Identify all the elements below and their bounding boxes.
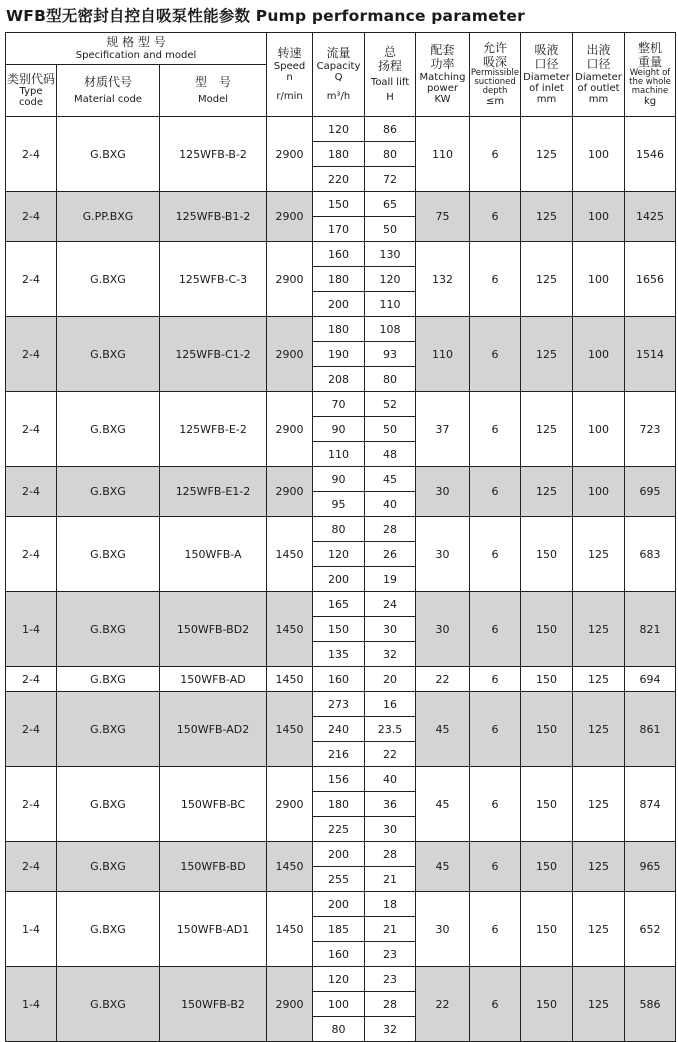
power-header-cn-2: 功率 xyxy=(430,57,455,71)
power-header-cn-1: 配套 xyxy=(430,43,455,58)
type-cell: 2-4 xyxy=(6,767,57,842)
head-cell: 80 xyxy=(365,142,416,167)
outlet-cell: 100 xyxy=(573,317,625,392)
speed-header-cn: 转速 xyxy=(277,46,302,61)
flow-cell: 240 xyxy=(313,717,365,742)
power-cell: 22 xyxy=(416,667,470,692)
suction-header-cn-2: 吸深 xyxy=(483,54,508,69)
flow-cell: 200 xyxy=(313,292,365,317)
outlet-cell: 125 xyxy=(573,767,625,842)
flow-cell: 190 xyxy=(313,342,365,367)
weight-cell: 861 xyxy=(625,692,676,767)
inlet-header-unit: mm xyxy=(536,93,557,105)
outlet-cell: 100 xyxy=(573,242,625,317)
outlet-cell: 100 xyxy=(573,192,625,242)
material-header-en: Material code xyxy=(74,93,142,105)
capacity-header-symbol: Q xyxy=(334,71,343,83)
head-cell: 23 xyxy=(365,942,416,967)
power-header xyxy=(416,33,470,117)
outlet-cell: 125 xyxy=(573,692,625,767)
table-row xyxy=(6,667,676,692)
speed-header-unit: r/min xyxy=(276,90,303,102)
weight-cell: 694 xyxy=(625,667,676,692)
outlet-cell: 125 xyxy=(573,592,625,667)
capacity-header xyxy=(313,33,365,117)
outlet-header-en-1: Diameter xyxy=(575,71,622,83)
inlet-header-en-2: of inlet xyxy=(529,82,564,94)
outlet-cell: 100 xyxy=(573,467,625,517)
speed-cell: 2900 xyxy=(267,392,313,467)
head-cell: 36 xyxy=(365,792,416,817)
flow-cell: 100 xyxy=(313,992,365,1017)
head-cell: 32 xyxy=(365,1017,416,1042)
table-row xyxy=(6,517,676,542)
head-cell: 40 xyxy=(365,767,416,792)
table-row xyxy=(6,767,676,792)
power-cell: 110 xyxy=(416,117,470,192)
speed-header-en: Speed xyxy=(273,60,306,72)
flow-cell: 80 xyxy=(313,1017,365,1042)
table-row xyxy=(6,842,676,867)
material-cell: G.BXG xyxy=(57,517,160,592)
type-cell: 2-4 xyxy=(6,842,57,892)
head-cell: 93 xyxy=(365,342,416,367)
flow-cell: 160 xyxy=(313,242,365,267)
head-cell: 18 xyxy=(365,892,416,917)
speed-header xyxy=(267,33,313,117)
model-cell: 125WFB-B1-2 xyxy=(160,192,267,242)
model-cell: 150WFB-A xyxy=(160,517,267,592)
head-cell: 52 xyxy=(365,392,416,417)
speed-cell: 1450 xyxy=(267,692,313,767)
speed-cell: 2900 xyxy=(267,467,313,517)
speed-cell: 2900 xyxy=(267,967,313,1042)
outlet-header xyxy=(573,33,625,117)
weight-header-en-1: Weight of xyxy=(629,68,671,79)
page-title: WFB型无密封自控自吸泵性能参数 Pump performance parameter xyxy=(6,7,525,25)
suction-header-en-1: Permissible xyxy=(470,68,520,79)
flow-cell: 80 xyxy=(313,517,365,542)
model-cell: 150WFB-BC xyxy=(160,767,267,842)
suction-cell: 6 xyxy=(470,192,521,242)
lift-header xyxy=(365,33,416,117)
model-cell: 150WFB-AD1 xyxy=(160,892,267,967)
weight-header-cn-1: 整机 xyxy=(638,40,663,55)
inlet-cell: 150 xyxy=(521,517,573,592)
table-row xyxy=(6,242,676,267)
flow-cell: 180 xyxy=(313,267,365,292)
flow-cell: 150 xyxy=(313,192,365,217)
inlet-header-en-1: Diameter xyxy=(523,71,570,83)
weight-cell: 874 xyxy=(625,767,676,842)
flow-cell: 90 xyxy=(313,417,365,442)
table-row xyxy=(6,467,676,492)
weight-cell: 695 xyxy=(625,467,676,517)
weight-cell: 683 xyxy=(625,517,676,592)
head-cell: 108 xyxy=(365,317,416,342)
head-cell: 65 xyxy=(365,192,416,217)
table-body xyxy=(6,117,676,1042)
type-cell: 2-4 xyxy=(6,517,57,592)
head-cell: 28 xyxy=(365,992,416,1017)
head-cell: 30 xyxy=(365,817,416,842)
model-cell: 125WFB-C-3 xyxy=(160,242,267,317)
inlet-cell: 125 xyxy=(521,117,573,192)
weight-cell: 1656 xyxy=(625,242,676,317)
flow-cell: 200 xyxy=(313,892,365,917)
flow-cell: 180 xyxy=(313,142,365,167)
power-cell: 30 xyxy=(416,892,470,967)
flow-cell: 180 xyxy=(313,792,365,817)
model-cell: 150WFB-AD xyxy=(160,667,267,692)
material-cell: G.BXG xyxy=(57,842,160,892)
suction-cell: 6 xyxy=(470,517,521,592)
weight-cell: 723 xyxy=(625,392,676,467)
weight-header-en-2: the whole xyxy=(629,77,671,88)
lift-header-cn-1: 总 xyxy=(384,44,397,59)
material-cell: G.BXG xyxy=(57,967,160,1042)
spec-header-cn: 规 格 型 号 xyxy=(106,35,166,50)
head-cell: 28 xyxy=(365,517,416,542)
flow-cell: 255 xyxy=(313,867,365,892)
table-row xyxy=(6,392,676,417)
material-cell: G.BXG xyxy=(57,242,160,317)
inlet-cell: 150 xyxy=(521,692,573,767)
suction-cell: 6 xyxy=(470,467,521,517)
power-cell: 37 xyxy=(416,392,470,467)
head-cell: 50 xyxy=(365,417,416,442)
outlet-cell: 125 xyxy=(573,667,625,692)
speed-cell: 1450 xyxy=(267,517,313,592)
speed-cell: 2900 xyxy=(267,767,313,842)
table-row xyxy=(6,192,676,217)
head-cell: 72 xyxy=(365,167,416,192)
flow-cell: 110 xyxy=(313,442,365,467)
suction-cell: 6 xyxy=(470,967,521,1042)
outlet-cell: 125 xyxy=(573,517,625,592)
head-cell: 86 xyxy=(365,117,416,142)
model-cell: 150WFB-B2 xyxy=(160,967,267,1042)
model-cell: 125WFB-C1-2 xyxy=(160,317,267,392)
power-cell: 45 xyxy=(416,767,470,842)
material-cell: G.BXG xyxy=(57,692,160,767)
weight-cell: 586 xyxy=(625,967,676,1042)
head-cell: 22 xyxy=(365,742,416,767)
weight-header xyxy=(625,33,676,117)
power-cell: 30 xyxy=(416,467,470,517)
head-cell: 48 xyxy=(365,442,416,467)
inlet-cell: 150 xyxy=(521,667,573,692)
table-row xyxy=(6,692,676,717)
model-cell: 150WFB-BD xyxy=(160,842,267,892)
speed-cell: 1450 xyxy=(267,667,313,692)
weight-cell: 821 xyxy=(625,592,676,667)
suction-cell: 6 xyxy=(470,767,521,842)
head-cell: 20 xyxy=(365,667,416,692)
lift-header-cn-2: 扬程 xyxy=(378,58,403,73)
inlet-cell: 125 xyxy=(521,192,573,242)
flow-cell: 200 xyxy=(313,567,365,592)
flow-cell: 160 xyxy=(313,942,365,967)
power-cell: 45 xyxy=(416,692,470,767)
suction-cell: 6 xyxy=(470,242,521,317)
model-cell: 125WFB-B-2 xyxy=(160,117,267,192)
head-cell: 45 xyxy=(365,467,416,492)
flow-cell: 208 xyxy=(313,367,365,392)
model-cell: 150WFB-AD2 xyxy=(160,692,267,767)
inlet-cell: 125 xyxy=(521,467,573,517)
material-cell: G.BXG xyxy=(57,592,160,667)
model-cell: 125WFB-E-2 xyxy=(160,392,267,467)
flow-cell: 225 xyxy=(313,817,365,842)
head-cell: 28 xyxy=(365,842,416,867)
material-cell: G.BXG xyxy=(57,467,160,517)
suction-header-cn-1: 允许 xyxy=(483,40,508,55)
type-cell: 2-4 xyxy=(6,667,57,692)
type-cell: 2-4 xyxy=(6,317,57,392)
weight-header-cn-2: 重量 xyxy=(638,54,663,69)
speed-header-symbol: n xyxy=(286,71,293,83)
speed-cell: 2900 xyxy=(267,242,313,317)
inlet-cell: 125 xyxy=(521,317,573,392)
head-cell: 16 xyxy=(365,692,416,717)
head-cell: 21 xyxy=(365,917,416,942)
weight-cell: 1425 xyxy=(625,192,676,242)
type-code-header-en-2: code xyxy=(18,97,44,109)
power-cell: 45 xyxy=(416,842,470,892)
head-cell: 120 xyxy=(365,267,416,292)
head-cell: 30 xyxy=(365,617,416,642)
weight-cell: 1514 xyxy=(625,317,676,392)
power-header-unit: KW xyxy=(434,93,451,105)
outlet-cell: 125 xyxy=(573,842,625,892)
type-cell: 1-4 xyxy=(6,967,57,1042)
speed-cell: 2900 xyxy=(267,317,313,392)
type-cell: 2-4 xyxy=(6,192,57,242)
flow-cell: 170 xyxy=(313,217,365,242)
material-cell: G.BXG xyxy=(57,767,160,842)
type-cell: 2-4 xyxy=(6,692,57,767)
speed-cell: 1450 xyxy=(267,842,313,892)
outlet-header-unit: mm xyxy=(588,93,609,105)
flow-cell: 220 xyxy=(313,167,365,192)
model-header xyxy=(160,65,267,117)
suction-cell: 6 xyxy=(470,667,521,692)
spec-header xyxy=(6,33,267,65)
pump-performance-table xyxy=(5,32,676,1042)
lift-header-symbol: H xyxy=(386,92,394,104)
outlet-cell: 100 xyxy=(573,117,625,192)
flow-cell: 185 xyxy=(313,917,365,942)
inlet-cell: 150 xyxy=(521,767,573,842)
table-row xyxy=(6,117,676,142)
type-cell: 1-4 xyxy=(6,892,57,967)
table-row xyxy=(6,592,676,617)
power-cell: 30 xyxy=(416,592,470,667)
head-cell: 24 xyxy=(365,592,416,617)
inlet-header-cn-1: 吸液 xyxy=(534,43,559,58)
material-cell: G.BXG xyxy=(57,317,160,392)
type-cell: 1-4 xyxy=(6,592,57,667)
flow-cell: 273 xyxy=(313,692,365,717)
speed-cell: 2900 xyxy=(267,117,313,192)
type-cell: 2-4 xyxy=(6,242,57,317)
head-cell: 110 xyxy=(365,292,416,317)
suction-cell: 6 xyxy=(470,117,521,192)
spec-header-en: Specification and model xyxy=(75,49,197,61)
inlet-cell: 150 xyxy=(521,592,573,667)
head-cell: 50 xyxy=(365,217,416,242)
weight-cell: 965 xyxy=(625,842,676,892)
material-header xyxy=(57,65,160,117)
power-cell: 30 xyxy=(416,517,470,592)
inlet-cell: 125 xyxy=(521,392,573,467)
model-cell: 125WFB-E1-2 xyxy=(160,467,267,517)
head-cell: 26 xyxy=(365,542,416,567)
head-cell: 80 xyxy=(365,367,416,392)
head-cell: 32 xyxy=(365,642,416,667)
inlet-cell: 150 xyxy=(521,892,573,967)
flow-cell: 156 xyxy=(313,767,365,792)
inlet-header-cn-2: 口径 xyxy=(534,57,559,71)
inlet-cell: 125 xyxy=(521,242,573,317)
suction-cell: 6 xyxy=(470,842,521,892)
material-cell: G.BXG xyxy=(57,117,160,192)
power-header-en-2: power xyxy=(427,82,458,94)
weight-cell: 652 xyxy=(625,892,676,967)
flow-cell: 135 xyxy=(313,642,365,667)
capacity-header-en: Capacity xyxy=(316,60,361,72)
suction-cell: 6 xyxy=(470,592,521,667)
flow-cell: 70 xyxy=(313,392,365,417)
suction-cell: 6 xyxy=(470,692,521,767)
lift-header-en: Toall lift xyxy=(370,77,410,89)
power-cell: 75 xyxy=(416,192,470,242)
power-cell: 110 xyxy=(416,317,470,392)
outlet-cell: 100 xyxy=(573,392,625,467)
flow-cell: 150 xyxy=(313,617,365,642)
material-header-cn: 材质代号 xyxy=(83,75,132,90)
outlet-header-en-2: of outlet xyxy=(577,82,620,94)
flow-cell: 95 xyxy=(313,492,365,517)
table-row xyxy=(6,892,676,917)
type-cell: 2-4 xyxy=(6,392,57,467)
speed-cell: 2900 xyxy=(267,192,313,242)
head-cell: 40 xyxy=(365,492,416,517)
flow-cell: 160 xyxy=(313,667,365,692)
model-header-en: Model xyxy=(197,93,229,105)
capacity-header-unit: m³/h xyxy=(326,90,351,102)
head-cell: 21 xyxy=(365,867,416,892)
speed-cell: 1450 xyxy=(267,592,313,667)
type-cell: 2-4 xyxy=(6,467,57,517)
inlet-cell: 150 xyxy=(521,842,573,892)
material-cell: G.BXG xyxy=(57,667,160,692)
table-row xyxy=(6,967,676,992)
flow-cell: 180 xyxy=(313,317,365,342)
model-cell: 150WFB-BD2 xyxy=(160,592,267,667)
weight-header-unit: kg xyxy=(643,96,657,108)
weight-header-en-3: machine xyxy=(631,86,669,97)
flow-cell: 216 xyxy=(313,742,365,767)
suction-header-en-2: suctioned xyxy=(474,77,516,88)
outlet-cell: 125 xyxy=(573,967,625,1042)
head-cell: 23 xyxy=(365,967,416,992)
type-code-header xyxy=(6,65,57,117)
flow-cell: 200 xyxy=(313,842,365,867)
flow-cell: 120 xyxy=(313,542,365,567)
type-code-header-en-1: Type xyxy=(19,86,43,98)
speed-cell: 1450 xyxy=(267,892,313,967)
flow-cell: 120 xyxy=(313,967,365,992)
material-cell: G.BXG xyxy=(57,892,160,967)
material-cell: G.BXG xyxy=(57,392,160,467)
power-header-en-1: Matching xyxy=(419,71,466,83)
outlet-header-cn-2: 口径 xyxy=(586,57,611,71)
power-cell: 132 xyxy=(416,242,470,317)
weight-cell: 1546 xyxy=(625,117,676,192)
material-cell: G.PP.BXG xyxy=(57,192,160,242)
outlet-header-cn-1: 出液 xyxy=(586,43,611,58)
outlet-cell: 125 xyxy=(573,892,625,967)
flow-cell: 165 xyxy=(313,592,365,617)
inlet-cell: 150 xyxy=(521,967,573,1042)
flow-cell: 90 xyxy=(313,467,365,492)
suction-header xyxy=(470,33,521,117)
suction-cell: 6 xyxy=(470,892,521,967)
type-cell: 2-4 xyxy=(6,117,57,192)
table-row xyxy=(6,317,676,342)
suction-header-unit: ≤m xyxy=(485,96,505,108)
suction-cell: 6 xyxy=(470,317,521,392)
head-cell: 23.5 xyxy=(365,717,416,742)
head-cell: 19 xyxy=(365,567,416,592)
suction-header-en-3: depth xyxy=(482,86,508,97)
head-cell: 130 xyxy=(365,242,416,267)
header-row-top xyxy=(6,33,676,65)
model-header-cn: 型 号 xyxy=(195,75,232,90)
suction-cell: 6 xyxy=(470,392,521,467)
type-code-header-cn: 类别代码 xyxy=(6,71,55,86)
flow-cell: 120 xyxy=(313,117,365,142)
capacity-header-cn: 流量 xyxy=(326,46,351,61)
power-cell: 22 xyxy=(416,967,470,1042)
inlet-header xyxy=(521,33,573,117)
